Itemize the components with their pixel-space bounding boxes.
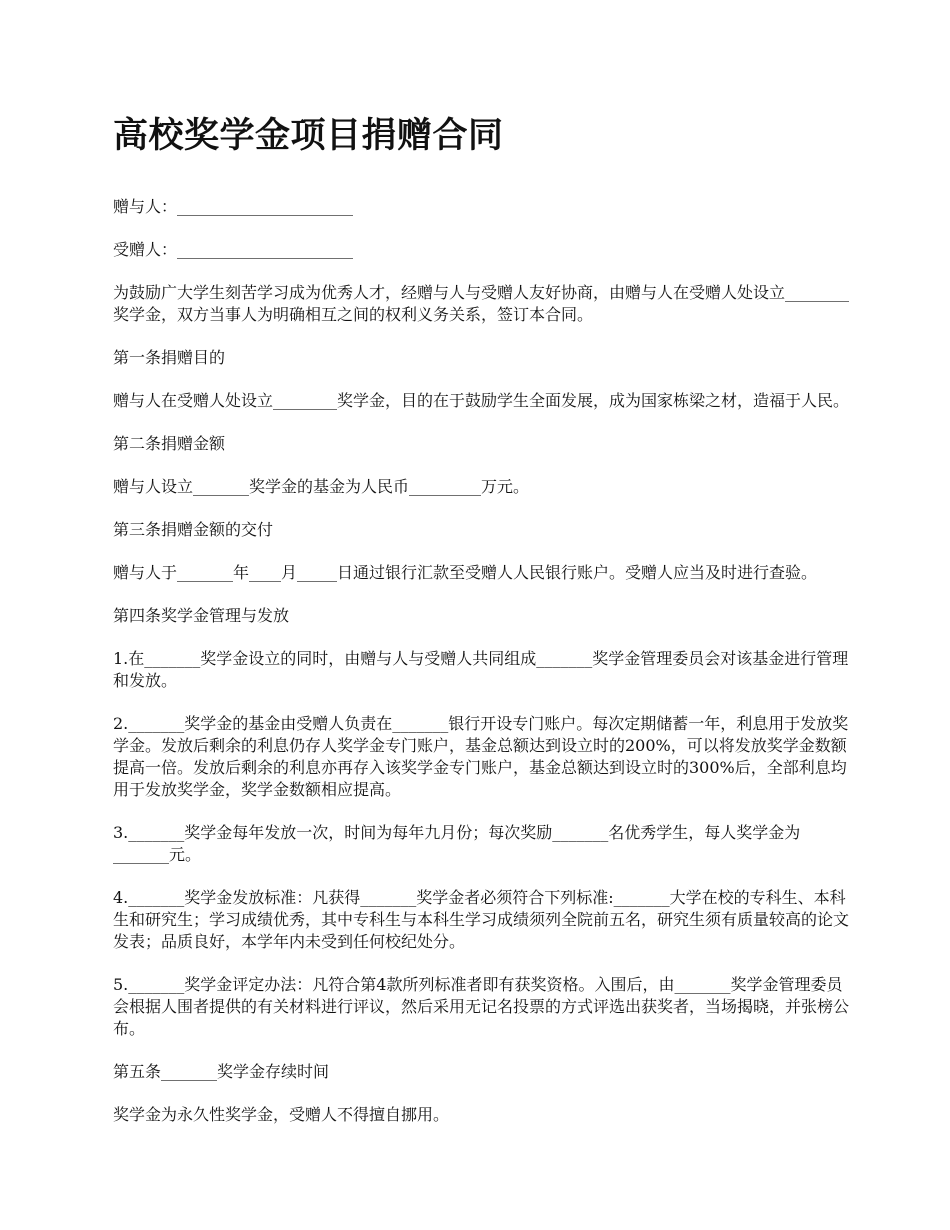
article-2-heading: 第二条捐赠金额 xyxy=(113,434,226,453)
article-4-clause-4: 4._______奖学金发放标准：凡获得_______奖学金者必须符合下列标准:_______大学在校的专科生、本科生和研究生；学习成绩优秀，其中专科生与本科生学习成绩须列全院前五名，研究生须有质量较高的论文发表；品质良好，本学年内未受到任何校纪处分。 xyxy=(113,888,850,951)
article-1-heading: 第一条捐赠目的 xyxy=(113,348,226,367)
article-5-body: 奖学金为永久性奖学金，受赠人不得擅自挪用。 xyxy=(113,1105,450,1124)
article-1-body: 赠与人在受赠人处设立________奖学金，目的在于鼓励学生全面发展，成为国家栋梁之材，造福于人民。 xyxy=(113,391,850,410)
preamble-paragraph: 为鼓励广大学生刻苦学习成为优秀人才，经赠与人与受赠人友好协商，由赠与人在受赠人处设立________奖学金，双方当事人为明确相互之间的权利义务关系，签订本合同。 xyxy=(113,283,850,324)
article-4-heading: 第四条奖学金管理与发放 xyxy=(113,606,290,625)
article-5-heading: 第五条_______奖学金存续时间 xyxy=(113,1062,330,1081)
article-4-clause-5: 5._______奖学金评定办法：凡符合第4款所列标准者即有获奖资格。入围后，由_______奖学金管理委员会根据人围者提供的有关材料进行评议，然后采用无记名投票的方式评选出获奖者，当场揭晓，并张榜公布。 xyxy=(113,975,850,1038)
article-3-body: 赠与人于_______年____月_____日通过银行汇款至受赠人人民银行账户。受赠人应当及时进行查验。 xyxy=(113,563,818,582)
document-title: 高校奖学金项目捐赠合同 xyxy=(113,116,504,156)
article-2-body: 赠与人设立_______奖学金的基金为人民币_________万元。 xyxy=(113,477,530,496)
document-page xyxy=(113,112,853,1147)
recipient-line: 受赠人：______________________ xyxy=(113,240,354,259)
article-4-clause-2: 2._______奖学金的基金由受赠人负责在_______银行开设专门账户。每次定期储蓄一年，利息用于发放奖学金。发放后剩余的利息仍存人奖学金专门账户，基金总额达到设立时的200%，可以将发放奖学金数额提高一倍。发放后剩余的利息亦再存入该奖学金专门账户，基金总额达到设立时的300%后，全部利息均用于发放奖学金，奖学金数额相应提高。 xyxy=(113,714,849,799)
article-4-clause-1: 1.在_______奖学金设立的同时，由赠与人与受赠人共同组成_______奖学金管理委员会对该基金进行管理和发放。 xyxy=(113,649,849,690)
article-4-clause-3: 3._______奖学金每年发放一次，时间为每年九月份；每次奖励_______名优秀学生，每人奖学金为_______元。 xyxy=(113,823,801,864)
donor-line: 赠与人：______________________ xyxy=(113,197,354,216)
article-3-heading: 第三条捐赠金额的交付 xyxy=(113,520,274,539)
